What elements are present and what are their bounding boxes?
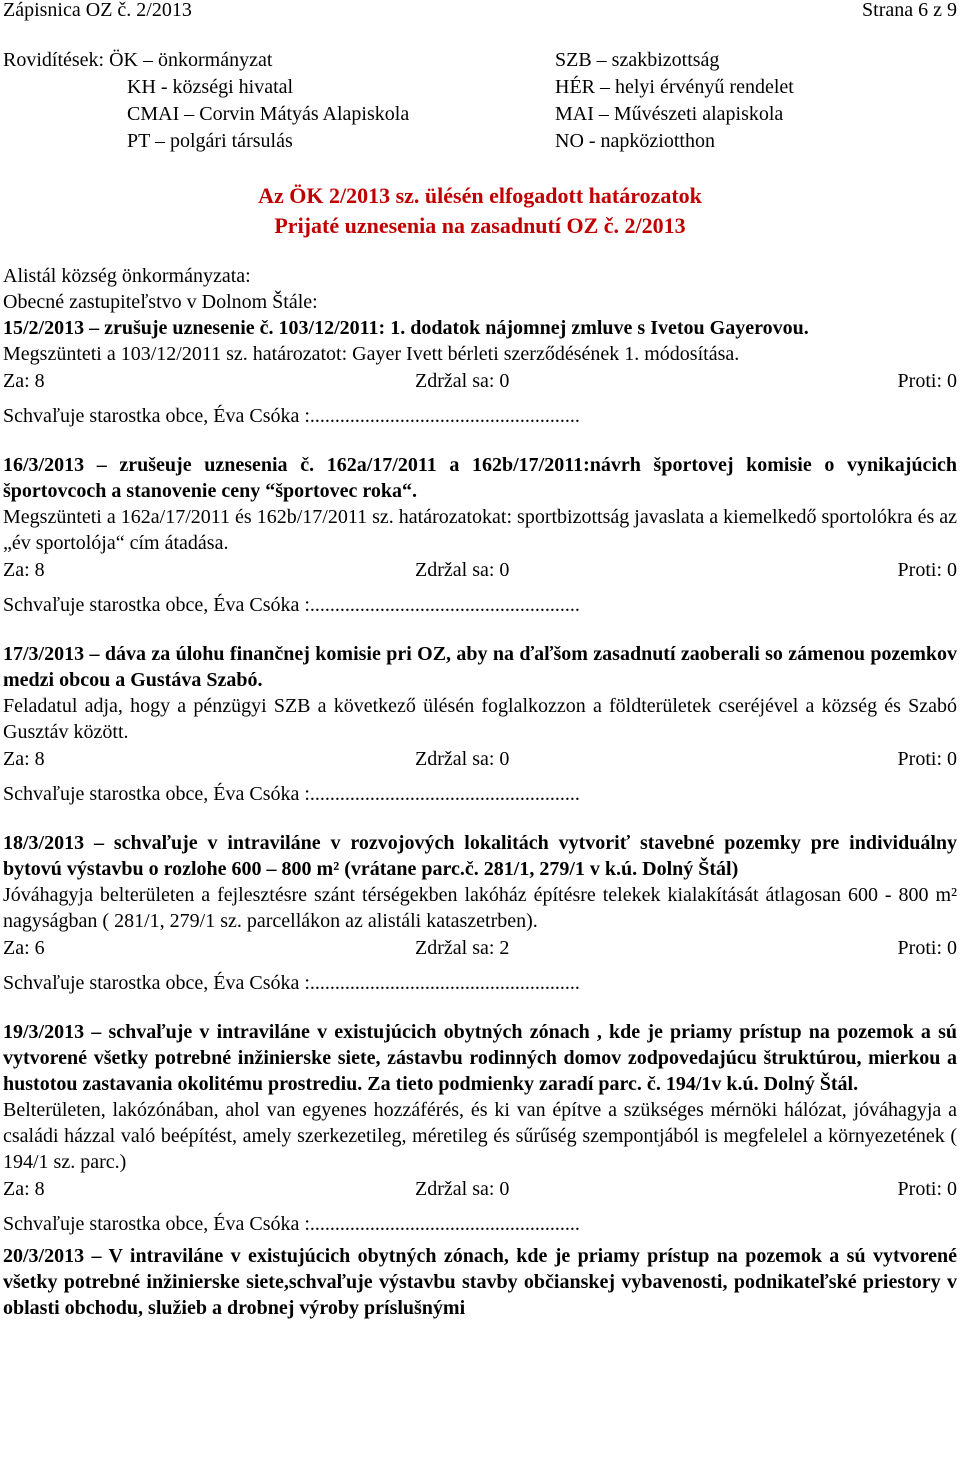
vote-abstain: Zdržal sa: 0: [415, 370, 510, 392]
spacer: [3, 624, 957, 641]
abbreviation-item: HÉR – helyi érvényű rendelet: [555, 76, 794, 98]
document-page: [3, 0, 957, 1321]
vote-abstain: Zdržal sa: 2: [415, 937, 510, 959]
mayor-approval: Schvaľuje starostka obce, Éva Csóka :......................................................: [3, 1213, 580, 1235]
resolution-sk: 16/3/2013 – zrušeuje uznesenia č. 162a/17/2011 a 162b/17/2011:návrh športovej komisie o vynikajúcich športovcoch a stanovenie ceny “športovec roka“.: [3, 454, 957, 502]
resolutions-list: [3, 315, 957, 1243]
abbreviations-left: [3, 47, 555, 155]
vote-row: [3, 934, 957, 962]
vote-against: Proti: 0: [897, 559, 957, 581]
vote-row: [3, 1175, 957, 1203]
title-sk: Prijaté uznesenia na zasadnutí OZ č. 2/2013: [274, 213, 686, 238]
abbreviation-item: SZB – szakbizottság: [555, 49, 720, 71]
intro: [3, 263, 957, 315]
page-number: Strana 6 z 9: [862, 0, 957, 21]
spacer: [3, 435, 957, 452]
vote-for: Za: 8: [3, 1178, 45, 1200]
spacer: [3, 1002, 957, 1019]
resolution-sk: 18/3/2013 – schvaľuje v intraviláne v rozvojových lokalitách vytvoriť stavebné pozemky pre individuálny bytovú výstavbu o rozlohe 600 – 800 m² (vrátane parc.č. 281/1, 279/1 v k.ú. Dolný Štál): [3, 832, 957, 880]
vote-abstain: Zdržal sa: 0: [415, 748, 510, 770]
resolution-hu: Jóváhagyja belterületen a fejlesztésre szánt térségekben lakóház építésre telekek kialakítását átlagosan 600 - 800 m² nagyságban ( 281/1, 279/1 sz. parcellákon az alistáli kataszetrben).: [3, 884, 957, 932]
section-title: [3, 181, 957, 241]
resolution: [3, 315, 957, 435]
resolution-hu: Feladatul adja, hogy a pénzügyi SZB a következő ülésén foglalkozzon a földterületek cseréjével a község és Szabó Gusztáv között.: [3, 695, 957, 743]
resolution: [3, 452, 957, 624]
vote-for: Za: 8: [3, 370, 45, 392]
resolution-sk: 20/3/2013 – V intraviláne v existujúcich obytných zónach, kde je priamy prístup na pozemok a sú vytvorené všetky potrebné inžinierske siete,schvaľuje výstavbu stavby občianskej vybavenosti, podnikateľské priestory v oblasti obchodu, služieb a drobnej výroby príslušnými: [3, 1245, 957, 1319]
document-title: Zápisnica OZ č. 2/2013: [3, 0, 192, 21]
vote-abstain: Zdržal sa: 0: [415, 559, 510, 581]
mayor-approval: Schvaľuje starostka obce, Éva Csóka :......................................................: [3, 405, 580, 427]
intro-hu: Alistál község önkormányzata:: [3, 265, 251, 287]
spacer: [3, 813, 957, 830]
mayor-approval: Schvaľuje starostka obce, Éva Csóka :......................................................: [3, 783, 580, 805]
vote-against: Proti: 0: [897, 1178, 957, 1200]
abbreviations-label: Rovidítések:: [3, 49, 105, 71]
vote-against: Proti: 0: [897, 370, 957, 392]
page-header: [3, 0, 957, 23]
mayor-approval: Schvaľuje starostka obce, Éva Csóka :......................................................: [3, 972, 580, 994]
abbreviation-item: NO - napköziotthon: [555, 130, 715, 152]
resolution-hu: Belterületen, lakózónában, ahol van egyenes hozzáférés, és ki van építve a szükséges mérnöki hálózat, jóváhagyja a családi házzal való beépítést, amely szerkezetileg, méretileg és sűrűség szempontjából is megfelelel a környezetének ( 194/1 sz. parc.): [3, 1099, 957, 1173]
mayor-approval: Schvaľuje starostka obce, Éva Csóka :......................................................: [3, 594, 580, 616]
title-hu: Az ÖK 2/2013 sz. ülésén elfogadott határozatok: [258, 183, 702, 208]
resolution-sk: 15/2/2013 – zrušuje uznesenie č. 103/12/2011: 1. dodatok nájomnej zmluve s Ivetou Gayerovou.: [3, 317, 809, 339]
vote-for: Za: 8: [3, 559, 45, 581]
vote-for: Za: 6: [3, 937, 45, 959]
abbreviation-item: CMAI – Corvin Mátyás Alapiskola: [127, 103, 410, 125]
vote-against: Proti: 0: [897, 937, 957, 959]
resolution-sk: 19/3/2013 – schvaľuje v intraviláne v existujúcich obytných zónach , kde je priamy prístup na pozemok a sú vytvorené všetky potrebné inžinierske siete, zástavbu rodinných domov zodpovedajúcu štruktúrou, mierkou a hustotou zastavania okolitému prostrediu. Za tieto podmienky zaradí parc. č. 194/1v k.ú. Dolný Štál.: [3, 1021, 957, 1095]
abbreviations-right: [555, 47, 957, 155]
vote-against: Proti: 0: [897, 748, 957, 770]
abbreviation-item: MAI – Művészeti alapiskola: [555, 103, 784, 125]
resolution: [3, 641, 957, 813]
vote-row: [3, 745, 957, 773]
abbreviation-item: [3, 47, 555, 74]
abbreviation-item: PT – polgári társulás: [127, 130, 293, 152]
resolution-hu: Megszünteti a 162a/17/2011 és 162b/17/2011 sz. határozatokat: sportbizottság javaslata a kiemelkedő sportolókra és az „év sportolója“ cím átadása.: [3, 506, 957, 554]
resolution: [3, 830, 957, 1002]
resolution-last: [3, 1243, 957, 1321]
vote-abstain: Zdržal sa: 0: [415, 1178, 510, 1200]
abbreviation-item: KH - községi hivatal: [127, 76, 294, 98]
vote-for: Za: 8: [3, 748, 45, 770]
vote-row: [3, 367, 957, 395]
resolution: [3, 1019, 957, 1243]
resolution-sk: 17/3/2013 – dáva za úlohu finančnej komisie pri OZ, aby na ďaľšom zasadnutí zaoberali so zámenou pozemkov medzi obcou a Gustáva Szabó.: [3, 643, 957, 691]
abbreviations: [3, 47, 957, 155]
vote-row: [3, 556, 957, 584]
intro-sk: Obecné zastupiteľstvo v Dolnom Štále:: [3, 291, 318, 313]
abbreviation-text: ÖK – önkormányzat: [109, 49, 273, 71]
resolution-hu: Megszünteti a 103/12/2011 sz. határozatot: Gayer Ivett bérleti szerződésének 1. módosítása.: [3, 343, 740, 365]
